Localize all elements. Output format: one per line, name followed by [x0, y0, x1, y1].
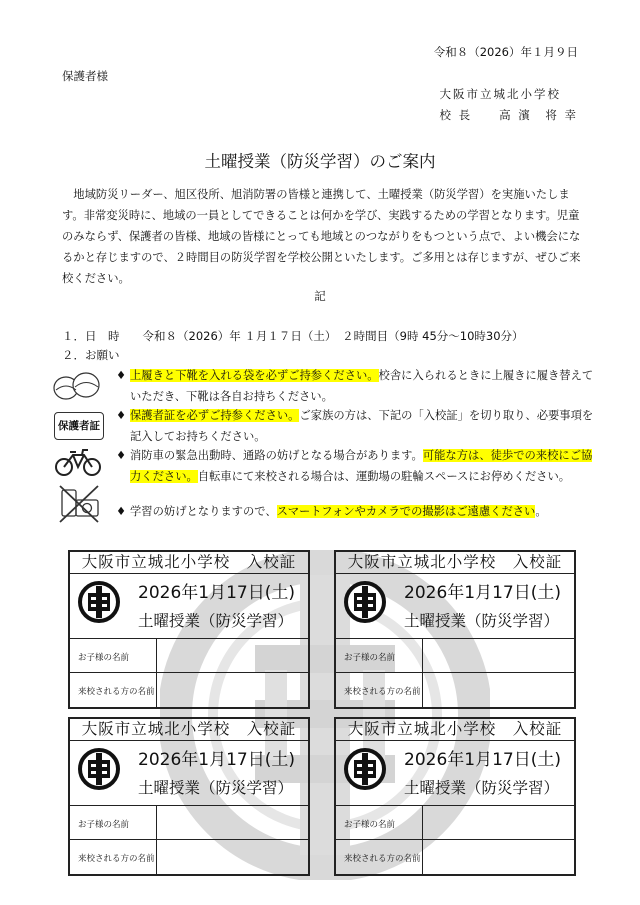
entry-pass-card — [68, 717, 310, 876]
entry-pass-card — [68, 550, 310, 709]
child-name-row[interactable] — [336, 638, 574, 673]
request-text: 学習の妨げとなりますので、 — [130, 505, 277, 518]
visitor-name-label: 来校される方の名前 — [78, 854, 155, 864]
body-text: 地域防災リーダー、旭区役所、旭消防署の皆様と連携して、土曜授業（防災学習）を実施いたします。非常変災時に、地域の一員としてできることは何かを学び、実践するための学習となります。児童のみならず、保護者の皆様、地域の皆様にとっても地域とのつながりをもつという点で、よい機会になるかと存じますので、２時間目の防災学習を学校公開といたします。ご多用とは存じますが、ぜひご来校ください。 — [62, 188, 581, 285]
child-name-row[interactable] — [336, 805, 574, 840]
card-header: 大阪市立城北小学校 入校証 — [70, 719, 308, 741]
bicycle-icon — [54, 447, 102, 477]
entry-pass-card — [334, 717, 576, 876]
bullet-icon: ♦ — [116, 369, 127, 382]
card-date: 2026年1月17日(土) — [138, 583, 295, 603]
card-event: 土曜授業（防災学習） — [404, 779, 560, 797]
bullet-icon: ♦ — [116, 409, 127, 422]
school-emblem-icon — [344, 581, 386, 623]
visitor-name-label: 来校される方の名前 — [344, 687, 421, 697]
no-camera-icon — [56, 482, 102, 528]
request-text: 校舎に入られるときに上履きに履き替えていただき、下靴は各自お持ちください。 — [130, 369, 594, 403]
entry-pass-card — [334, 550, 576, 709]
request-highlight: 可能な方は、徒歩での来校にご協力ください。 — [130, 449, 593, 483]
bullet-icon: ♦ — [116, 505, 127, 518]
page-title: 土曜授業（防災学習）のご案内 — [204, 152, 436, 171]
request-item — [116, 405, 594, 447]
visitor-name-row[interactable] — [336, 839, 574, 874]
card-header: 大阪市立城北小学校 入校証 — [336, 719, 574, 741]
school-emblem-icon — [78, 581, 120, 623]
card-header: 大阪市立城北小学校 入校証 — [336, 552, 574, 574]
visitor-name-row[interactable] — [336, 672, 574, 707]
card-event: 土曜授業（防災学習） — [404, 612, 560, 630]
request-text: 。 — [535, 505, 547, 518]
child-name-row[interactable] — [70, 805, 308, 840]
request-item — [116, 501, 594, 522]
visitor-name-row[interactable] — [70, 672, 308, 707]
school-emblem-icon — [344, 748, 386, 790]
request-item — [116, 445, 594, 487]
document-date: 令和８（2026）年１月９日 — [433, 45, 578, 59]
card-event: 土曜授業（防災学習） — [138, 779, 294, 797]
card-date: 2026年1月17日(土) — [138, 750, 295, 770]
card-date: 2026年1月17日(土) — [404, 583, 561, 603]
slippers-icon — [52, 370, 104, 402]
visitor-name-label: 来校される方の名前 — [78, 687, 155, 697]
request-highlight: スマートフォンやカメラでの撮影はご遠慮ください — [276, 505, 536, 518]
child-name-label: お子様の名前 — [344, 820, 396, 830]
child-name-row[interactable] — [70, 638, 308, 673]
card-header: 大阪市立城北小学校 入校証 — [70, 552, 308, 574]
ki-marker: 記 — [314, 289, 326, 303]
badge-label: 保護者証 — [58, 420, 100, 432]
principal-name: 校 長 高 濱 将 幸 — [439, 108, 578, 122]
card-event: 土曜授業（防災学習） — [138, 612, 294, 630]
request-item — [116, 365, 594, 407]
request-text: 自転車にて来校される場合は、運動場の駐輪スペースにお停めください。 — [197, 470, 571, 483]
bullet-icon: ♦ — [116, 449, 127, 462]
sender-block — [440, 84, 578, 126]
child-name-label: お子様の名前 — [78, 653, 130, 663]
card-date: 2026年1月17日(土) — [404, 750, 561, 770]
request-highlight: 保護者証を必ずご持参ください。 — [130, 409, 300, 422]
visitor-name-row[interactable] — [70, 839, 308, 874]
recipient: 保護者様 — [62, 69, 108, 83]
request-highlight: 上履きと下靴を入れる袋を必ずご持参ください。 — [130, 369, 379, 382]
visitor-name-label: 来校される方の名前 — [344, 854, 421, 864]
request-text: ご家族の方は、下記の「入校証」を切り取り、必要事項を記入してお持ちください。 — [130, 409, 594, 443]
request-text: 消防車の緊急出動時、通路の妨げとなる場合があります。 — [130, 449, 423, 462]
school-name: 大阪市立城北小学校 — [439, 87, 562, 101]
child-name-label: お子様の名前 — [344, 653, 396, 663]
school-emblem-icon — [78, 748, 120, 790]
badge-icon — [54, 412, 104, 440]
requests-heading: ２．お願い — [62, 348, 120, 362]
child-name-label: お子様の名前 — [78, 820, 130, 830]
schedule-item: １．日 時 令和８（2026）年 １月１７日（土） ２時間目（9時 45分～10時30分） — [62, 329, 524, 343]
